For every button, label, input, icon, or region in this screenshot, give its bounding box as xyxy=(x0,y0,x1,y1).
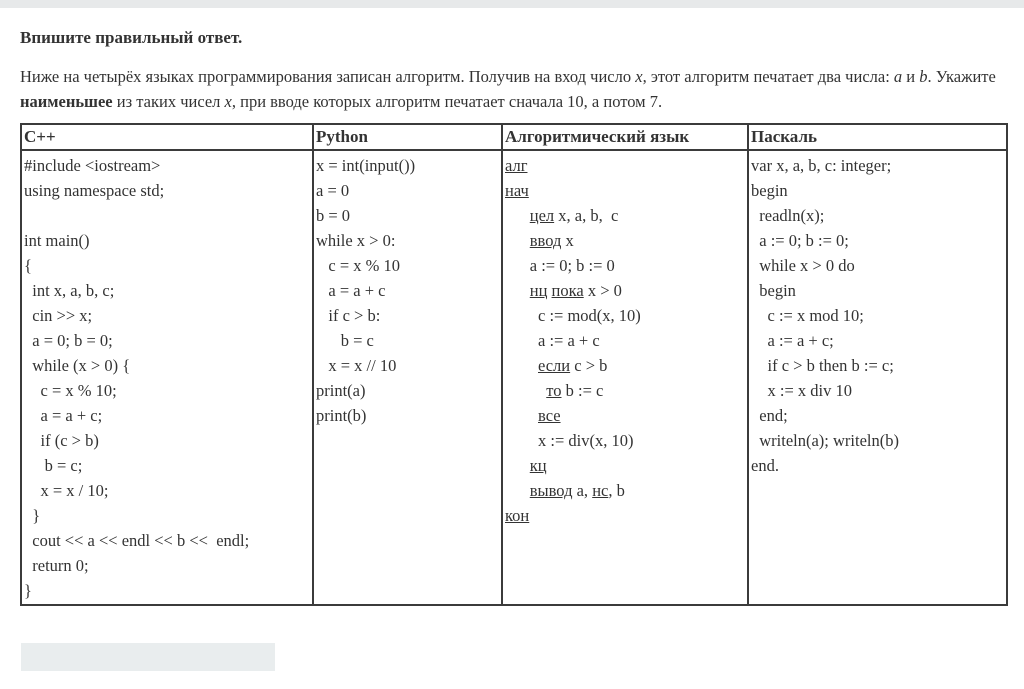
page-title: Впишите правильный ответ. xyxy=(20,28,243,47)
code-line: a = a + c xyxy=(316,281,386,300)
code-line: } xyxy=(24,581,32,600)
code-line: c := mod(x, 10) xyxy=(505,306,641,325)
code-line: нач xyxy=(505,181,529,200)
code-line: цел x, a, b, c xyxy=(529,206,619,225)
code-line: end. xyxy=(751,456,779,475)
code-table xyxy=(20,123,1008,606)
code-line: end; xyxy=(751,406,788,425)
code-line: вывод a, нс, b xyxy=(529,481,625,500)
code-line: x := x div 10 xyxy=(751,381,852,400)
code-line: x = int(input()) xyxy=(316,156,416,175)
code-line xyxy=(24,203,310,228)
code-line: a := 0; b := 0; xyxy=(751,231,849,250)
code-line: x = x / 10; xyxy=(24,481,109,500)
code-line: var x, a, b, c: integer; xyxy=(751,156,892,175)
code-line: если c > b xyxy=(538,356,608,375)
code-line: writeln(a); writeln(b) xyxy=(751,431,899,450)
code-line: readln(x); xyxy=(751,206,825,225)
code-line: print(b) xyxy=(316,406,367,425)
code-cell-pascal xyxy=(748,150,1007,605)
code-line: cin >> x; xyxy=(24,306,93,325)
task-prompt: Ниже на четырёх языках программирования записан алгоритм. Получив на вход число x, этот алгоритм печатает два числа: a и b. Укажите наименьшее из таких чисел x, при вводе которых алгоритм печатает сначала 10, а потом 7. xyxy=(20,67,996,111)
code-line: using namespace std; xyxy=(24,181,165,200)
code-line: int main() xyxy=(24,231,90,250)
code-line: x := div(x, 10) xyxy=(505,431,634,450)
code-line: x = x // 10 xyxy=(316,356,397,375)
code-cell-python xyxy=(313,150,502,605)
code-line: b = c; xyxy=(24,456,83,475)
code-line: c = x % 10; xyxy=(24,381,117,400)
code-line: while x > 0 do xyxy=(751,256,855,275)
answer-input[interactable] xyxy=(21,643,275,671)
code-line: то b := c xyxy=(546,381,604,400)
code-line: print(a) xyxy=(316,381,366,400)
code-line: c = x % 10 xyxy=(316,256,400,275)
code-line: if (c > b) xyxy=(24,431,99,450)
code-line: ввод x xyxy=(529,231,574,250)
code-line: while (x > 0) { xyxy=(24,356,131,375)
table-header-cpp: C++ xyxy=(21,124,313,150)
code-line: begin xyxy=(751,281,796,300)
code-line: begin xyxy=(751,181,788,200)
code-line: b = 0 xyxy=(316,206,351,225)
code-line: #include <iostream> xyxy=(24,156,161,175)
code-line: if c > b: xyxy=(316,306,381,325)
code-line: алг xyxy=(505,156,528,175)
code-line: c := x mod 10; xyxy=(751,306,864,325)
code-line: a := a + c; xyxy=(751,331,834,350)
table-header-python: Python xyxy=(313,124,502,150)
table-code-row xyxy=(21,150,1007,605)
code-line: if c > b then b := c; xyxy=(751,356,894,375)
code-line: b = c xyxy=(316,331,374,350)
code-line: кон xyxy=(505,506,530,525)
code-line: нц пока x > 0 xyxy=(529,281,622,300)
code-line: a := a + c xyxy=(505,331,600,350)
code-line: a := 0; b := 0 xyxy=(505,256,615,275)
code-line: все xyxy=(538,406,561,425)
code-line: int x, a, b, c; xyxy=(24,281,115,300)
code-line: } xyxy=(24,506,41,525)
code-line: кц xyxy=(529,456,547,475)
table-header-algo: Алгоритмический язык xyxy=(502,124,748,150)
table-header-row xyxy=(21,124,1007,150)
code-line: return 0; xyxy=(24,556,89,575)
table-header-pascal: Паскаль xyxy=(748,124,1007,150)
code-line: { xyxy=(24,256,32,275)
code-line: a = 0; b = 0; xyxy=(24,331,113,350)
code-cell-algo xyxy=(502,150,748,605)
top-strip xyxy=(0,0,1024,8)
code-cell-cpp xyxy=(21,150,313,605)
code-line: while x > 0: xyxy=(316,231,396,250)
code-line: cout << a << endl << b << endl; xyxy=(24,531,250,550)
question-panel xyxy=(20,8,1006,671)
code-line: a = 0 xyxy=(316,181,350,200)
code-line: a = a + c; xyxy=(24,406,103,425)
